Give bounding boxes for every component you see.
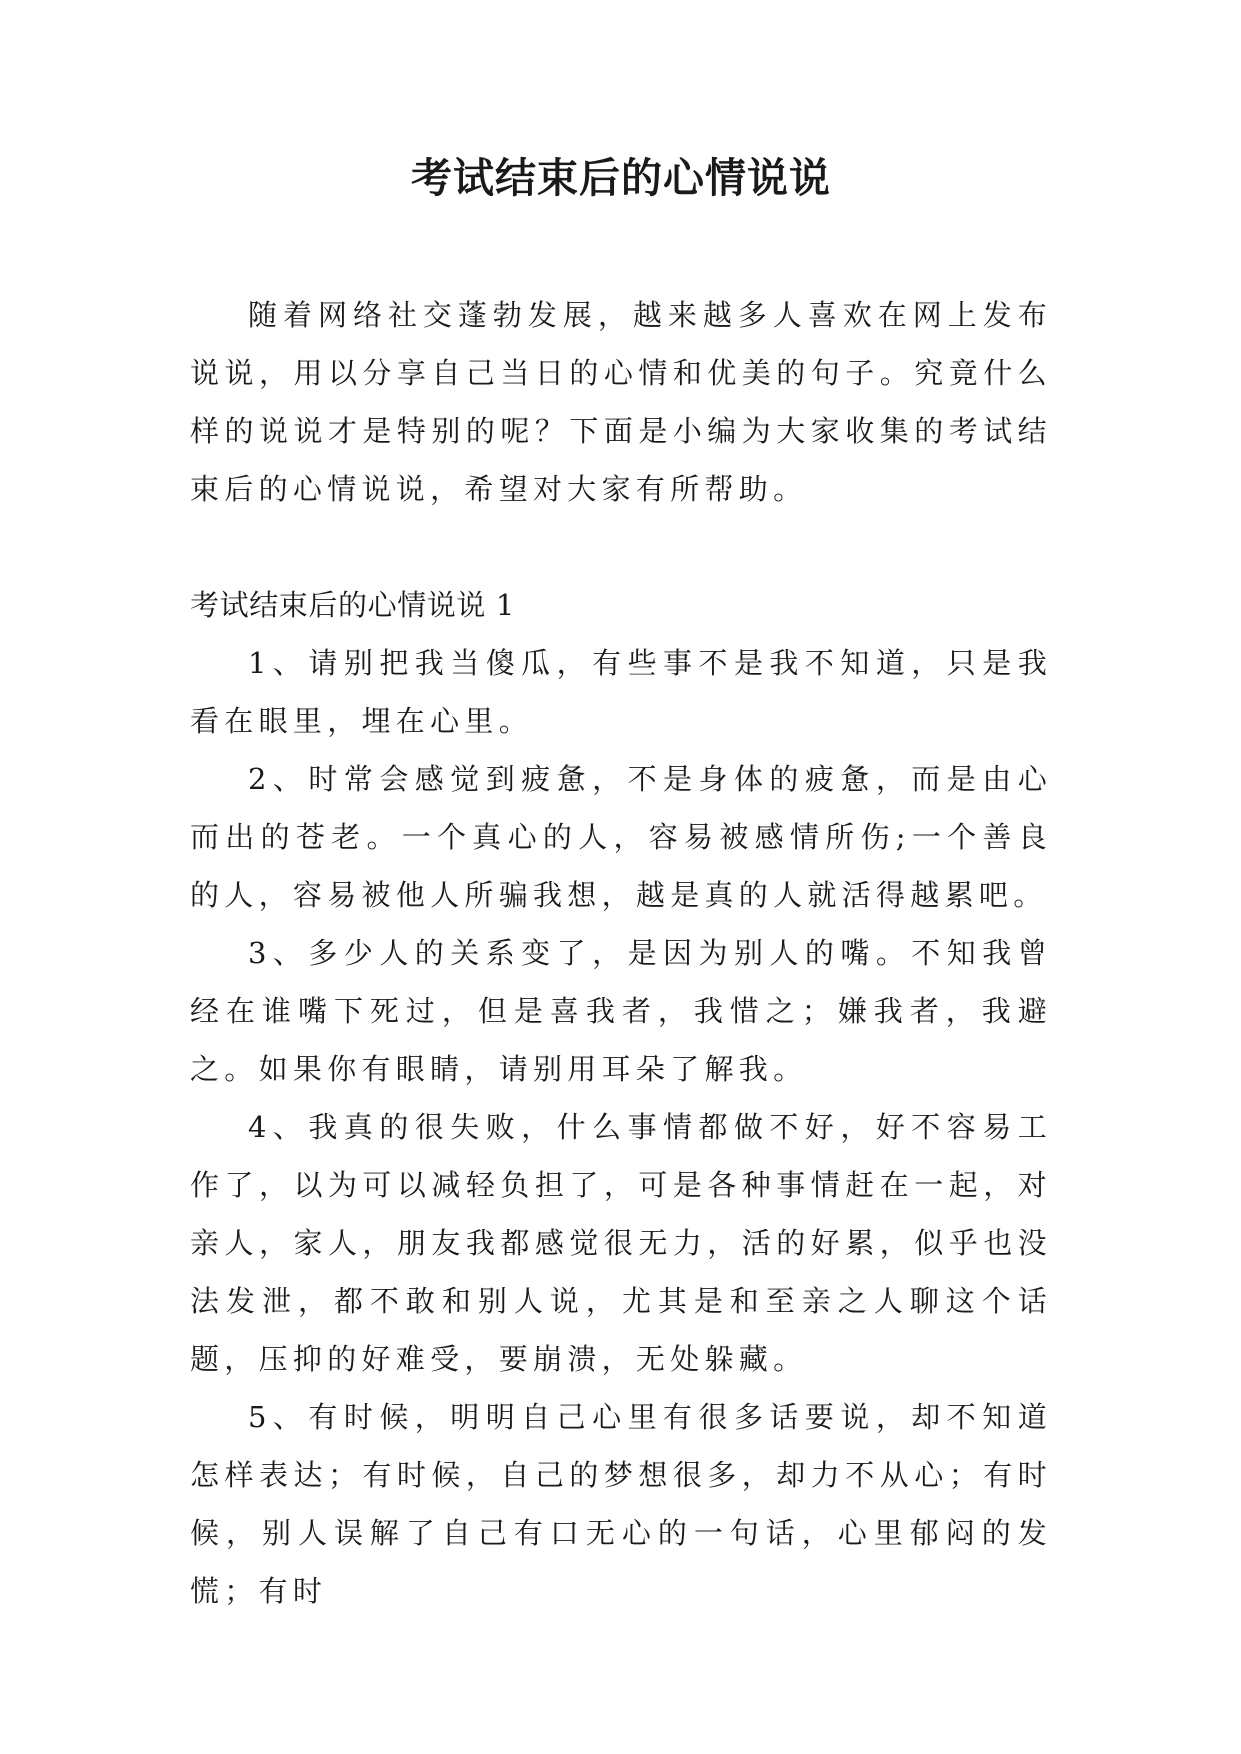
list-item: 3、多少人的关系变了，是因为别人的嘴。不知我曾经在谁嘴下死过，但是喜我者，我惜之；嫌我者，我避之。如果你有眼睛，请别用耳朵了解我。 [190,936,1052,1086]
list-item: 5、有时候，明明自己心里有很多话要说，却不知道怎样表达；有时候，自己的梦想很多，却力不从心；有时候，别人误解了自己有口无心的一句话，心里郁闷的发慌；有时 [190,1400,1052,1608]
document-title: 考试结束后的心情说说 [411,154,831,202]
list-item: 2、时常会感觉到疲惫，不是身体的疲惫，而是由心而出的苍老。一个真心的人，容易被感情所伤;一个善良的人，容易被他人所骗我想，越是真的人就活得越累吧。 [190,762,1052,912]
document-body [190,286,1052,1620]
intro-paragraph: 随着网络社交蓬勃发展，越来越多人喜欢在网上发布说说，用以分享自己当日的心情和优美的句子。究竟什么样的说说才是特别的呢？下面是小编为大家收集的考试结束后的心情说说，希望对大家有所帮助。 [190,298,1052,506]
section-heading: 考试结束后的心情说说 1 [190,588,515,622]
list-item: 1、请别把我当傻瓜，有些事不是我不知道，只是我看在眼里，埋在心里。 [190,646,1052,738]
list-item: 4、我真的很失败，什么事情都做不好，好不容易工作了，以为可以减轻负担了，可是各种事情赶在一起，对亲人，家人，朋友我都感觉很无力，活的好累，似乎也没法发泄，都不敢和别人说，尤其是和至亲之人聊这个话题，压抑的好难受，要崩溃，无处躲藏。 [190,1110,1052,1376]
